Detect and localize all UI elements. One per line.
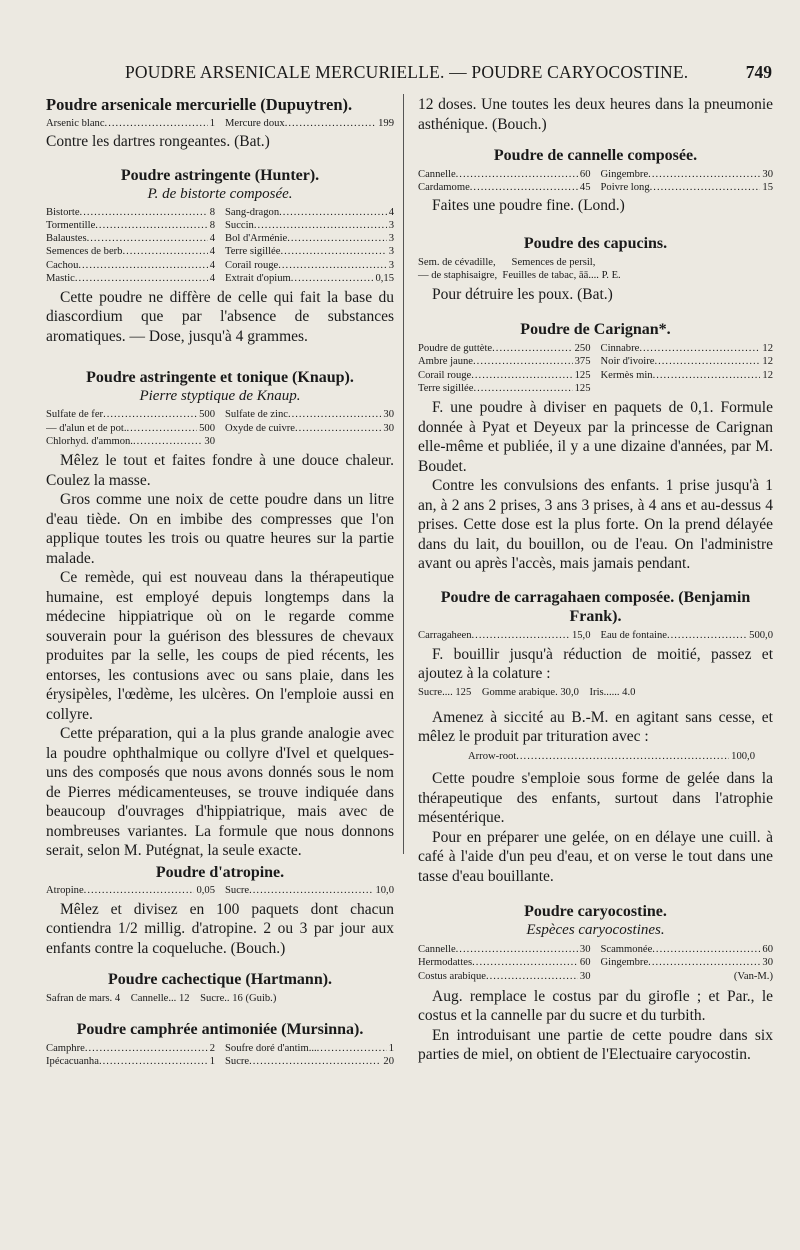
ingredient-qty: 30 <box>762 169 773 180</box>
section-subtitle: Espèces caryocostines. <box>526 922 665 939</box>
ingredient-qty: 30 <box>579 970 591 982</box>
ingredient-qty: 15 <box>762 182 773 194</box>
ingredient-qty: 1 <box>209 1056 215 1068</box>
ingredients-atropine <box>46 884 394 897</box>
paragraph: Ce remède, qui est nouveau dans la thérapeutique humaine, est employé depuis longtemps dans la médecine hippiatrique où on le regarde comme souverain pour la guérison des blessures de chevaux produites par la selle, les coups de pied récents, les entorses, les contusions avec ou sans plaie, dans les érysipèles, l'œdème, les ulcères. On l'emploie aussi en collyre. <box>46 569 394 723</box>
ingredient-name: Chlorhyd. d'ammon. <box>46 435 133 447</box>
ingredient-name: Extrait d'opium <box>225 272 291 284</box>
ingredient-name: Cardamome <box>418 182 470 194</box>
paragraph: Contre les convulsions des enfants. 1 prise jusqu'à 1 an, à 2 ans 2 prises, 3 ans 3 prises, à 4 ans et au-dessus 4 prises. Cette dose est la plus forte. On la prend délayée dans du lait, du bouillon, ou de l'eau. On l'administre avant ou après l'accès, mais jamais pendant. <box>418 477 773 573</box>
ingredient-name: Sucre <box>225 884 250 896</box>
ingredient-qty: 0,05 <box>196 884 215 896</box>
paragraph: Aug. remplace le costus par du girofle ; et Par., le costus et la cannelle par du sucre et du turbith. <box>418 987 773 1025</box>
ingredient-name: Ipécacuanha <box>46 1056 99 1068</box>
ingredient-row <box>46 245 215 258</box>
ingredient-row <box>601 168 774 181</box>
ingredients-cannelle <box>418 168 773 194</box>
ingredient-qty: 60 <box>579 169 591 180</box>
paragraph: Cette poudre s'emploie sous forme de gelée dans la thérapeutique des enfants, surtout dans l'atrophie mésentérique. <box>418 770 773 827</box>
ingredient-row <box>418 369 591 382</box>
ingredient-qty: 500 <box>199 422 215 434</box>
ingredient-row <box>46 408 215 421</box>
ingredient-row <box>46 1055 215 1068</box>
ingredient-qty: 4 <box>209 233 215 245</box>
paragraph: F. bouillir jusqu'à réduction de moitié, passez et ajoutez à la colature : <box>418 645 773 683</box>
section-title-arsenicale: Poudre arsenicale mercurielle (Dupuytren). <box>46 95 353 114</box>
ingredient-qty: 3 <box>388 219 394 231</box>
ingredient-row <box>225 1055 394 1068</box>
ingredient-name: Succin <box>225 219 254 231</box>
ingredient-name: Gingembre <box>600 957 649 969</box>
ingredient-row <box>418 629 591 642</box>
paragraph: Pour détruire les poux. (Bat.) <box>432 285 613 303</box>
paragraph: Amenez à siccité au B.-M. en agitant sans cesse, et mêlez le produit par trituration avec : <box>418 708 773 746</box>
ingredient-name: Atropine <box>46 884 84 896</box>
ingredient-row <box>418 181 591 194</box>
ingredient-name: Bol d'Arménie <box>225 233 288 245</box>
ingredient-qty: 125 <box>574 369 591 381</box>
ingredients-arsenicale <box>46 117 394 130</box>
ingredient-row <box>601 342 774 355</box>
ingredient-qty: 4 <box>209 259 215 271</box>
ingredient-row <box>225 206 394 219</box>
paragraph: Pour en préparer une gelée, on en délaye une cuill. à café à l'aide d'un peu d'eau, et on verse le tout dans une tasse d'eau bouillante. <box>418 828 773 885</box>
ingredient-name: Poivre long <box>600 182 650 194</box>
ingredient-qty: 500 <box>199 409 215 421</box>
ingredient-qty: 12 <box>762 356 773 368</box>
section-title-knaup: Poudre astringente et tonique (Knaup). <box>86 369 354 387</box>
paragraph: Cette préparation, qui a la plus grande analogie avec la poudre ophthalmique ou collyre d'Ivel et quelques-uns des composés que nous avons donnés sous le nom de Pierres médicamenteuses, se trouve indiquée dans beaucoup d'ouvrages d'hippiatrique, mais avec de nombreuses variantes. La formule que nous donnons serait, selon M. Putégnat, la seule exacte. <box>46 725 394 860</box>
ingredient-name: Soufre doré d'antim... <box>225 1043 317 1055</box>
ingredient-qty: 1 <box>209 118 215 129</box>
ingredient-name: Semences de berb <box>46 246 123 258</box>
ingredient-qty: 30 <box>762 957 773 969</box>
ingredient-qty: 8 <box>209 206 215 218</box>
ingredient-row <box>46 117 215 130</box>
ingredient-row <box>418 355 591 368</box>
ingredient-name: Mastic <box>46 272 75 284</box>
ingredient-qty: 8 <box>209 219 215 231</box>
ingredient-row <box>601 956 774 969</box>
ingredient-qty: 60 <box>762 944 773 956</box>
ingredient-name: — d'alun et de pot. <box>46 422 127 434</box>
section-subtitle: Pierre styptique de Knaup. <box>139 388 301 405</box>
ingredient-qty: 4 <box>209 246 215 258</box>
left-column <box>46 95 394 1069</box>
ingredient-name: Bistorte <box>46 206 80 218</box>
ingredient-name: Poudre de guttète <box>418 343 493 355</box>
ingredient-name: Corail rouge <box>225 259 279 271</box>
section-title-carignan: Poudre de Carignan*. <box>520 321 671 339</box>
ingredient-name: Gingembre <box>600 169 649 180</box>
ingredient-row <box>601 369 774 382</box>
ingredient-qty: 2 <box>209 1043 215 1055</box>
ingredient-row <box>46 422 215 435</box>
ingredient-name: Sulfate de zinc <box>225 409 288 421</box>
ingredient-qty: 3 <box>388 246 394 258</box>
ingredient-row <box>46 219 215 232</box>
ingredient-row <box>601 355 774 368</box>
ingredient-row <box>46 884 215 897</box>
ingredient-row <box>225 117 394 130</box>
ingredient-row <box>418 168 591 181</box>
ingredients-carragahaen <box>418 629 773 642</box>
ingredient-name: Tormentille <box>46 219 96 231</box>
header-title: POUDRE ARSENICALE MERCURIELLE. — POUDRE CARYOCOSTINE. <box>125 62 689 82</box>
ingredient-row <box>46 232 215 245</box>
section-title-atropine: Poudre d'atropine. <box>155 863 285 881</box>
paragraph: Cette poudre ne diffère de celle qui fait la base du diascordium que par l'absence de substances aromatiques. — Dose, jusqu'à 4 grammes. <box>46 288 394 345</box>
ingredient-name: Cinnabre <box>600 343 640 355</box>
ingredient-name: Corail rouge <box>418 369 472 381</box>
ingredient-name: Oxyde de cuivre <box>225 422 296 434</box>
ingredient-name: Eau de fontaine <box>600 629 667 641</box>
ingredient-name: Carragaheen <box>418 629 472 641</box>
ingredient-name: Scammonée <box>600 944 653 956</box>
section-title-carragahaen: Poudre de carragahaen composée. (Benjamin Frank). <box>440 588 751 625</box>
ingredient-qty: 100,0 <box>731 750 755 762</box>
paragraph: 12 doses. Une toutes les deux heures dans la pneumonie asthénique. (Bouch.) <box>418 96 773 133</box>
ingredient-line: Sem. de cévadille, Semences de persil, <box>418 256 596 268</box>
ingredient-name: Terre sigillée <box>418 382 474 394</box>
ingredient-qty: 0,15 <box>375 272 394 284</box>
ingredient-name: Sulfate de fer <box>46 409 104 421</box>
ingredient-qty: 45 <box>579 182 591 194</box>
ingredients-caryocostine <box>418 943 773 983</box>
ingredient-qty: 60 <box>579 957 591 969</box>
ingredient-name: Sucre <box>225 1056 250 1068</box>
ingredient-row <box>225 1042 394 1055</box>
ingredients-knaup <box>46 408 394 448</box>
section-subtitle: P. de bistorte composée. <box>147 185 293 202</box>
ingredients-carignan <box>418 342 773 395</box>
ingredient-line: Sucre.... 125 Gomme arabique. 30,0 Iris...... 4.0 <box>418 686 636 698</box>
ingredient-qty: 4 <box>209 272 215 284</box>
ingredient-row <box>418 956 591 969</box>
section-title-cachectique: Poudre cachectique (Hartmann). <box>107 971 333 989</box>
ingredient-name: Mercure doux <box>225 118 285 129</box>
ingredient-name: Arrow-root <box>468 750 517 762</box>
ingredient-row <box>46 259 215 272</box>
ingredient-name: Cannelle <box>418 169 456 180</box>
ingredient-qty: 1 <box>388 1043 394 1055</box>
section-title-capucins: Poudre des capucins. <box>523 234 668 252</box>
ingredients-astringente <box>46 206 394 285</box>
ingredient-row <box>46 206 215 219</box>
ingredient-name: Ambre jaune <box>418 356 474 368</box>
ingredient-qty: 12 <box>762 343 773 355</box>
ingredient-name: Camphre <box>46 1043 85 1055</box>
ingredient-qty: 30 <box>579 944 591 956</box>
ingredient-line: Safran de mars. 4 Cannelle... 12 Sucre.. 16 (Guib.) <box>46 993 277 1005</box>
ingredient-row <box>225 259 394 272</box>
paragraph: Mêlez le tout et faites fondre à une douce chaleur. Coulez la masse. <box>46 452 394 489</box>
ingredient-qty: 3 <box>388 233 394 245</box>
ingredient-row <box>46 272 215 285</box>
ingredient-name: Cannelle <box>418 944 456 956</box>
ingredient-qty: 125 <box>574 382 591 394</box>
right-column <box>418 95 773 1065</box>
ingredient-name: Cachou <box>46 259 79 271</box>
ingredient-row <box>225 272 394 285</box>
ingredient-row <box>225 232 394 245</box>
ingredient-qty: 4 <box>388 206 394 218</box>
paragraph: Gros comme une noix de cette poudre dans un litre d'eau tiède. On en imbibe des compresses que l'on applique toutes les trois ou quatre heures sur la partie malade. <box>46 491 394 567</box>
ingredient-qty: 3 <box>388 259 394 271</box>
section-title-caryocostine: Poudre caryocostine. <box>524 903 667 921</box>
ingredient-row <box>46 435 215 448</box>
ingredient-row <box>601 629 774 642</box>
ingredient-qty: 199 <box>378 118 394 129</box>
ingredient-qty: 10,0 <box>375 884 394 896</box>
ingredient-qty: 30 <box>383 422 394 434</box>
source-ref: (Van-M.) <box>733 970 773 982</box>
ingredient-row <box>418 943 591 956</box>
ingredient-line: — de staphisaigre, Feuilles de tabac, āā.... P. E. <box>418 270 621 282</box>
ingredient-row <box>601 181 774 194</box>
paragraph: En introduisant une partie de cette poudre dans six parties de miel, on obtient de l'Electuaire caryocostin. <box>418 1026 773 1064</box>
section-title-astringente: Poudre astringente (Hunter). <box>120 166 320 184</box>
page-number: 749 <box>745 62 772 82</box>
ingredient-qty: 30 <box>383 409 394 421</box>
column-divider <box>403 94 404 854</box>
ingredient-row <box>418 342 591 355</box>
ingredients-camphree <box>46 1042 394 1068</box>
ingredient-row <box>46 1042 215 1055</box>
ingredient-row <box>601 943 774 956</box>
ingredient-qty: 375 <box>574 356 591 368</box>
ingredient-name: Kermès min <box>600 369 653 381</box>
ingredient-qty: 30 <box>204 435 215 447</box>
ingredient-qty: 15,0 <box>571 629 591 641</box>
ingredient-row <box>418 970 591 983</box>
paragraph: Contre les dartres rongeantes. (Bat.) <box>46 133 270 151</box>
ingredient-row <box>225 408 394 421</box>
ingredient-name: Noir d'ivoire <box>600 356 655 368</box>
ingredient-qty: 12 <box>762 369 773 381</box>
paragraph: Faites une poudre fine. (Lond.) <box>432 197 625 215</box>
section-title-cannelle: Poudre de cannelle composée. <box>493 147 698 164</box>
section-title-camphree: Poudre camphrée antimoniée (Mursinna). <box>76 1021 364 1039</box>
paragraph: Mêlez et divisez en 100 paquets dont chacun contiendra 1/2 millig. d'atropine. 2 ou 3 par jour aux enfants contre la coqueluche. (Bouch.) <box>46 900 394 957</box>
ingredient-qty: 500,0 <box>749 629 773 641</box>
ingredient-name: Hermodattes <box>418 957 473 969</box>
ingredient-qty: 250 <box>574 343 591 355</box>
ingredient-name: Arsenic blanc <box>46 118 105 129</box>
running-header <box>0 62 800 88</box>
ingredient-name: Sang-dragon <box>225 206 280 218</box>
ingredient-row <box>418 382 591 395</box>
ingredient-row <box>225 422 394 435</box>
ingredient-row <box>468 750 755 763</box>
ingredient-row <box>225 245 394 258</box>
ingredient-row <box>225 884 394 897</box>
ingredient-qty: 20 <box>383 1056 394 1068</box>
ingredient-name: Costus arabique <box>418 970 486 982</box>
ingredient-name: Terre sigillée <box>225 246 281 258</box>
ingredient-row <box>225 219 394 232</box>
paragraph: F. une poudre à diviser en paquets de 0,1. Formule donnée à Pyat et Deyeux par la princesse de Carignan elle-même et publiée, il y a une dizaine d'années, par M. Boudet. <box>418 399 773 475</box>
ingredient-name: Balaustes <box>46 233 87 245</box>
